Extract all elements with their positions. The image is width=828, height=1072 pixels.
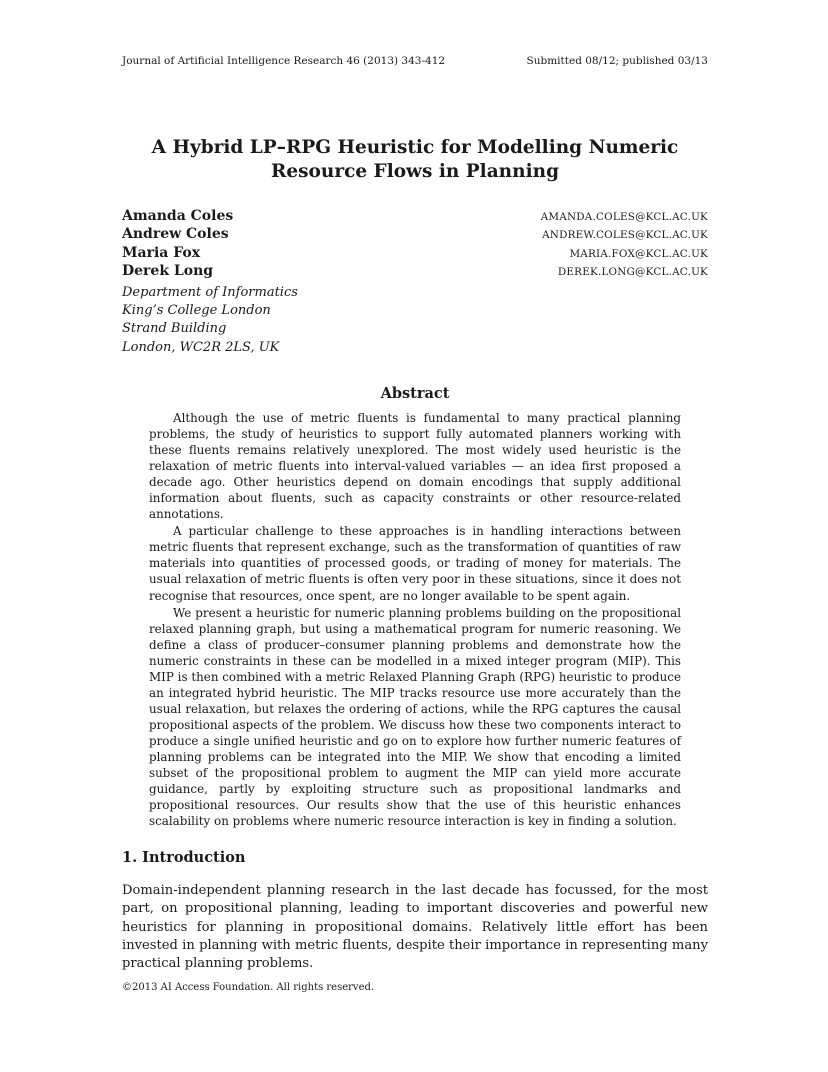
abstract-heading: Abstract: [380, 385, 450, 402]
title-line-2: Resource Flows in Planning: [270, 161, 559, 182]
copyright-footer: ©2013 AI Access Foundation. All rights reserved.: [122, 982, 375, 993]
author-row: [122, 263, 708, 281]
author-email: DEREK.LONG@KCL.AC.UK: [557, 266, 708, 279]
running-header: [122, 55, 708, 68]
affiliation-department: Department of Informatics: [122, 284, 298, 300]
introduction-body: [122, 882, 708, 973]
affiliation-building: Strand Building: [122, 321, 227, 337]
journal-citation: Journal of Artificial Intelligence Research 46 (2013) 343-412: [122, 55, 446, 67]
author-row: [122, 245, 708, 263]
title-line-1: A Hybrid LP–RPG Heuristic for Modelling Numeric: [151, 137, 679, 158]
abstract-paragraph: A particular challenge to these approaches is in handling interactions between metric fluents that represent exchange, such as the transformation of quantities of raw materials into quantities of processed goods, or trading of money for materials. The usual relaxation of metric fluents is often very poor in these situations, since it does not recognise that resources, once spent, are no longer available to be spent again.: [149, 524, 681, 603]
paper-page: [122, 0, 708, 1072]
abstract-body: [149, 410, 681, 830]
abstract-paragraph: We present a heuristic for numeric planning problems building on the propositional relaxed planning graph, but using a mathematical program for numeric reasoning. We define a class of producer–consumer planning problems and demonstrate how the numeric constraints in these can be modelled in a mixed integer program (MIP). This MIP is then combined with a metric Relaxed Planning Graph (RPG) heuristic to produce an integrated hybrid heuristic. The MIP tracks resource use more accurately than the usual relaxation, but relaxes the ordering of actions, while the RPG captures the causal propositional aspects of the problem. We discuss how these two components interact to produce a single unified heuristic and go on to explore how further numeric features of planning problems can be integrated into the MIP. We show that encoding a limited subset of the propositional problem to augment the MIP can yield more accurate guidance, partly by exploiting structure such as propositional landmarks and propositional resources. Our results show that the use of this heuristic enhances scalability on problems where numeric resource interaction is key in finding a solution.: [149, 605, 681, 829]
paper-title: [122, 136, 708, 184]
section-heading-introduction: 1. Introduction: [122, 849, 246, 866]
author-row: [122, 208, 708, 226]
author-name: Andrew Coles: [122, 226, 229, 243]
introduction-paragraph: Domain-independent planning research in the last decade has focussed, for the most part, on propositional planning, leading to important discoveries and powerful new heuristics for planning in propositional domains. Relatively little effort has been invested in planning with metric fluents, despite their importance in representing many practical planning problems.: [122, 883, 708, 972]
author-email: AMANDA.COLES@KCL.AC.UK: [540, 211, 708, 223]
author-email: MARIA.FOX@KCL.AC.UK: [569, 247, 708, 260]
affiliation-college: King’s College London: [122, 302, 271, 318]
author-name: Amanda Coles: [122, 208, 234, 224]
author-email: ANDREW.COLES@KCL.AC.UK: [542, 229, 708, 242]
affiliation: [122, 284, 708, 358]
author-block: [122, 208, 708, 357]
author-name: Maria Fox: [122, 244, 201, 261]
author-name: Derek Long: [122, 263, 214, 280]
submission-dates: Submitted 08/12; published 03/13: [526, 55, 708, 67]
affiliation-city: London, WC2R 2LS, UK: [122, 339, 280, 355]
abstract-paragraph: Although the use of metric fluents is fundamental to many practical planning problems, the study of heuristics to support fully automated planners working with these fluents remains relatively unexplored. The most widely used heuristic is the relaxation of metric fluents into interval-valued variables — an idea first proposed a decade ago. Other heuristics depend on domain encodings that supply additional information about fluents, such as capacity constraints or other resource-related annotations.: [149, 411, 681, 522]
author-row: [122, 226, 708, 244]
